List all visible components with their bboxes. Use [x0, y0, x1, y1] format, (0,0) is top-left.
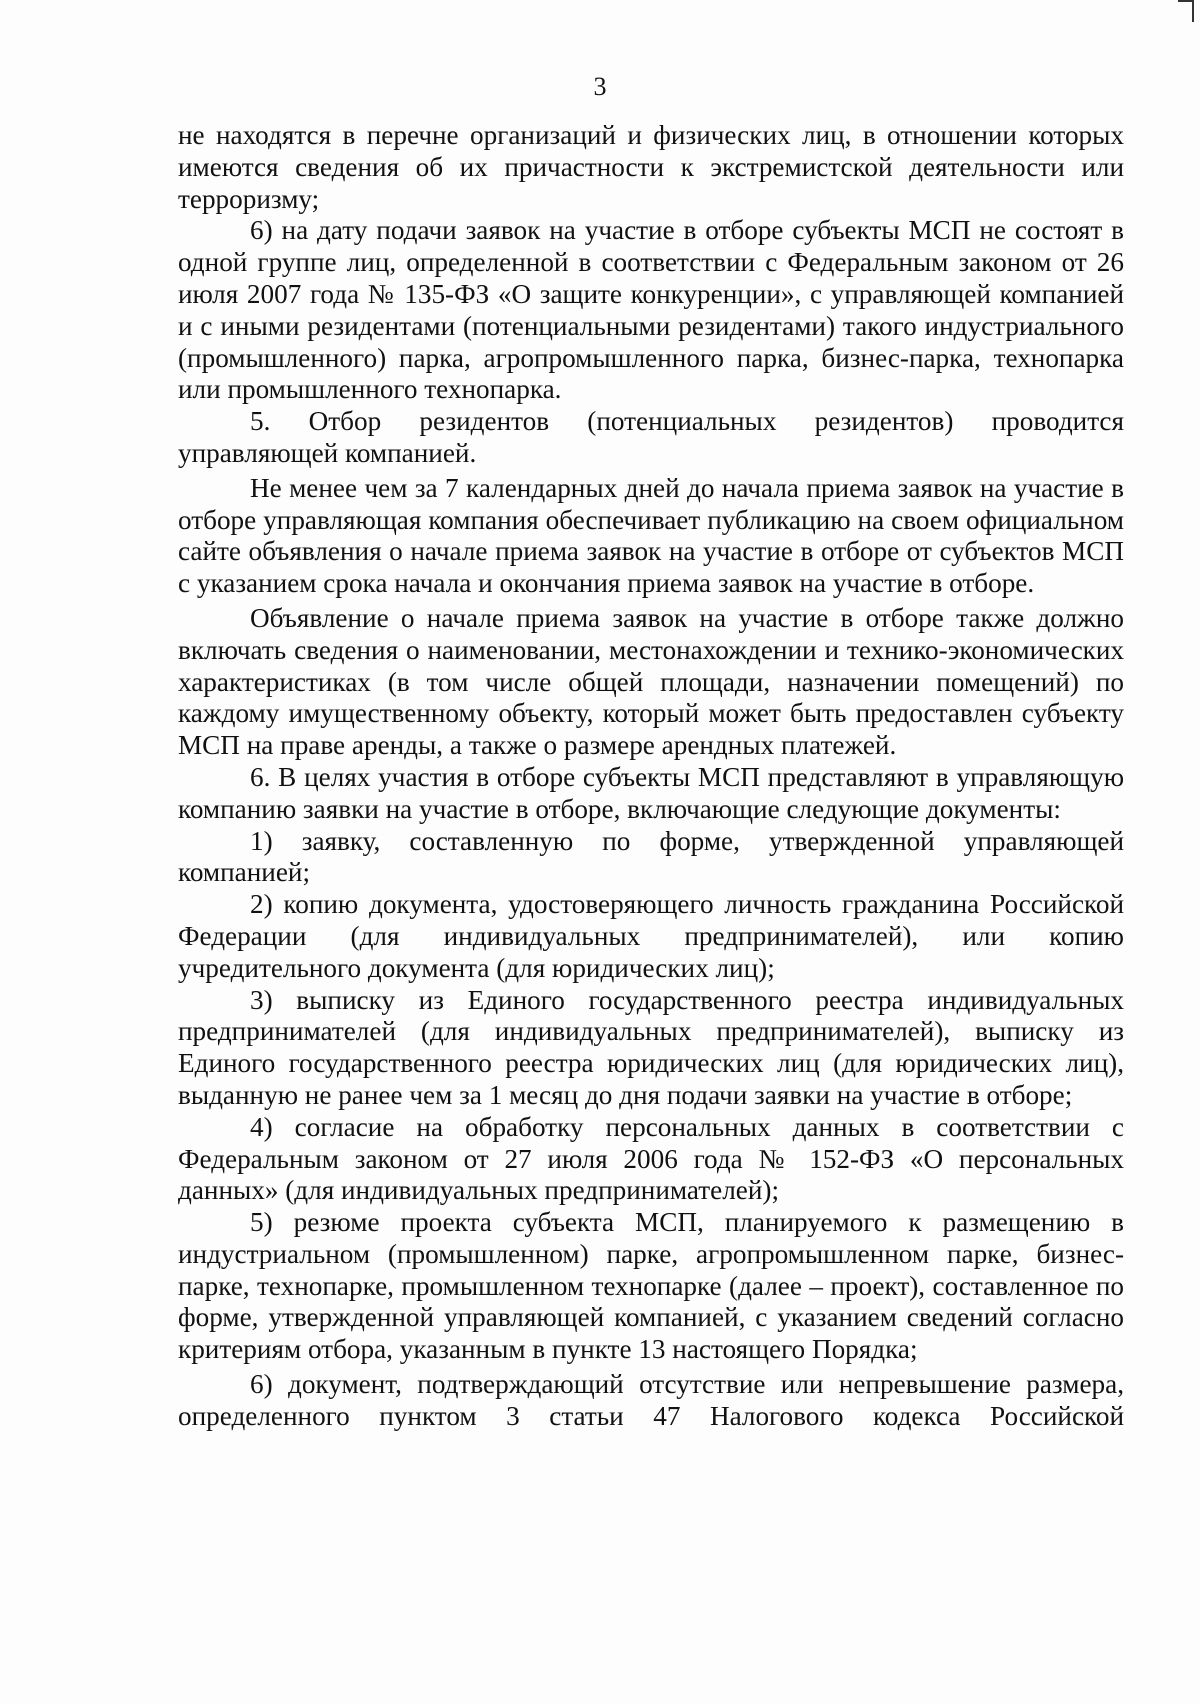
paragraph-section-6: 6. В целях участия в отборе субъекты МСП представляют в управляющую компанию заявки на участие в отборе, включающие следующие документы: — [178, 761, 1124, 824]
paragraph-doc-3: 3) выписку из Единого государственного реестра индивидуальных предпринимателей (для индивидуальных предпринимателей), выписку из Единого государственного реестра юридических лиц (для юридических лиц), выданную не ранее чем за 1 месяц до дня подачи заявки на участие в отборе; — [178, 984, 1124, 1110]
paragraph-section-5: 5. Отбор резидентов (потенциальных резидентов) проводится управляющей компанией. — [178, 406, 1124, 468]
paragraph-doc-5: 5) резюме проекта субъекта МСП, планируемого к размещению в индустриальном (промышленном) парке, агропромышленном парке, бизнес-парке, технопарке, промышленном технопарке (далее – проект), составленное по форме, утвержденной управляющей компанией, с указанием сведений согласно критериям отбора, указанным в пункте 13 настоящего Порядка; — [178, 1207, 1124, 1365]
paragraph-doc-6: 6) документ, подтверждающий отсутствие или непревышение размера, определенного пунктом 3 статьи 47 Налогового кодекса Российской — [178, 1369, 1124, 1431]
paragraph-continuation: не находятся в перечне организаций и физических лиц, в отношении которых имеются сведения об их причастности к экстремистской деятельности или терроризму; — [178, 120, 1124, 214]
page-number: 3 — [593, 72, 607, 101]
paragraph-announcement-deadline: Не менее чем за 7 календарных дней до начала приема заявок на участие в отборе управляющая компания обеспечивает публикацию на своем официальном сайте объявления о начале приема заявок на участие в отборе от субъектов МСП с указанием срока начала и окончания приема заявок на участие в отборе. — [178, 472, 1124, 599]
paragraph-doc-2: 2) копию документа, удостоверяющего личность гражданина Российской Федерации (для индивидуальных предпринимателей), или копию учредительного документа (для юридических лиц); — [178, 889, 1124, 983]
corner-crop-mark — [1178, 0, 1194, 22]
paragraph-item-6-requirements: 6) на дату подачи заявок на участие в отборе субъекты МСП не состоят в одной группе лиц, определенной в соответствии с Федеральным законом от 26 июля 2007 года № 135-ФЗ «О защите конкуренции», с управляющей компанией и с иными резидентами (потенциальными резидентами) такого индустриального (промышленного) парка, агропромышленного парка, бизнес-парка, технопарка или промышленного технопарка. — [178, 215, 1124, 405]
paragraph-announcement-contents: Объявление о начале приема заявок на участие в отборе также должно включать сведения о наименовании, местонахождении и технико-экономических характеристиках (в том числе общей площади, назначении помещений) по каждому имущественному объекту, который может быть предоставлен субъекту МСП на праве аренды, а также о размере арендных платежей. — [178, 602, 1124, 761]
paragraph-doc-1: 1) заявку, составленную по форме, утвержденной управляющей компанией; — [178, 825, 1124, 888]
paragraph-doc-4: 4) согласие на обработку персональных данных в соответствии с Федеральным законом от 27 июля 2006 года № 152-ФЗ «О персональных данных» (для индивидуальных предпринимателей); — [178, 1111, 1124, 1206]
document-body — [178, 120, 1124, 1433]
